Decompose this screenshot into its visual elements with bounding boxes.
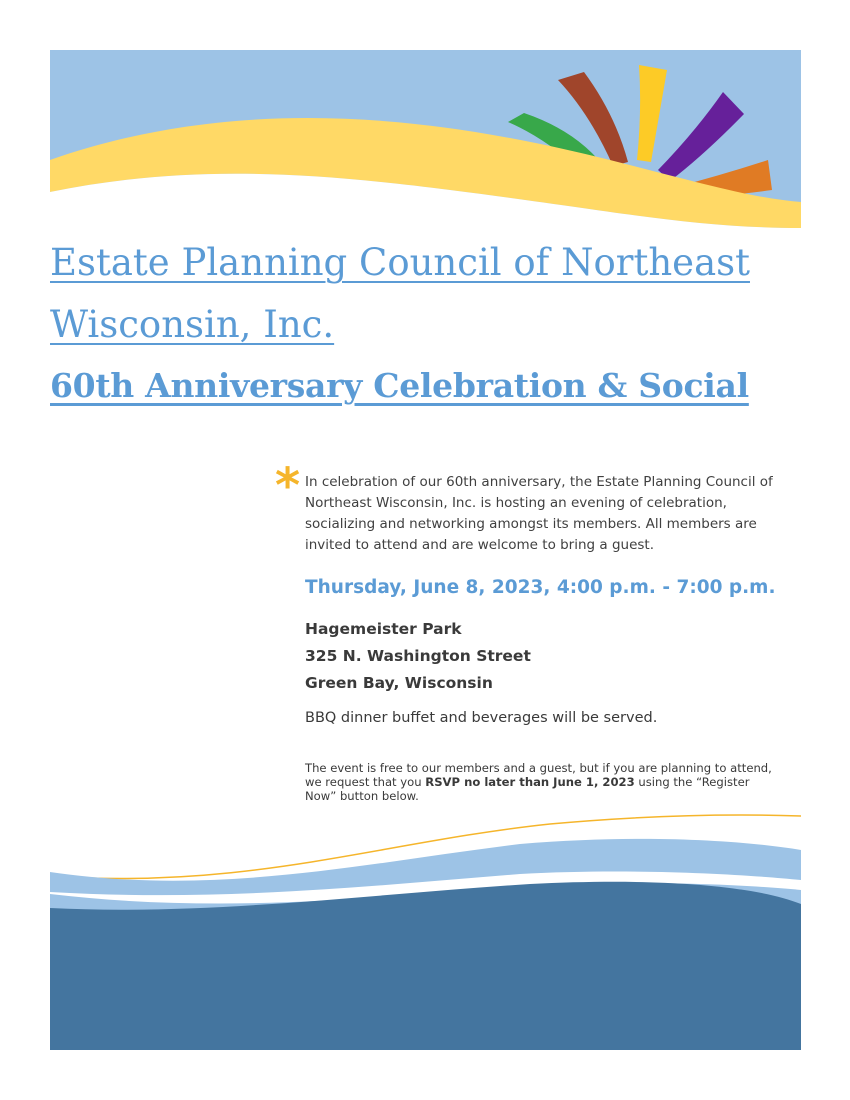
venue-address: [305, 616, 785, 697]
rsvp-text-end: using the “Register Now” button below.: [305, 775, 750, 803]
intro-paragraph: In celebration of our 60th anniversary, the Estate Planning Council of Northeast Wisconsin, Inc. is hosting an evening of celebration, socializing and networking amongst its members. All members are invited to attend and are welcome to bring a guest.: [305, 474, 773, 553]
venue-street: 325 N. Washington Street: [305, 647, 531, 665]
rsvp-note: [305, 761, 780, 803]
asterisk-icon: *: [275, 458, 301, 514]
event-date-time: Thursday, June 8, 2023, 4:00 p.m. - 7:00 p.m.: [305, 577, 776, 598]
venue-city: Green Bay, Wisconsin: [305, 674, 493, 692]
header-banner-art: [50, 50, 801, 230]
event-title: 60th Anniversary Celebration & Social: [50, 366, 749, 405]
food-note: BBQ dinner buffet and beverages will be served.: [305, 710, 658, 726]
rsvp-deadline: RSVP no later than June 1, 2023: [425, 775, 635, 789]
event-details: [305, 472, 785, 803]
rsvp-text-start: The event is free to our members and a guest, but if you are planning to attend, we request that you: [305, 761, 772, 789]
title-block: [50, 232, 810, 416]
venue-name: Hagemeister Park: [305, 620, 462, 638]
organization-name-line-1: Estate Planning Council of Northeast: [50, 241, 750, 284]
organization-name: [50, 232, 810, 356]
organization-name-line-2: Wisconsin, Inc.: [50, 303, 335, 346]
footer-wave-art: [50, 812, 801, 1050]
